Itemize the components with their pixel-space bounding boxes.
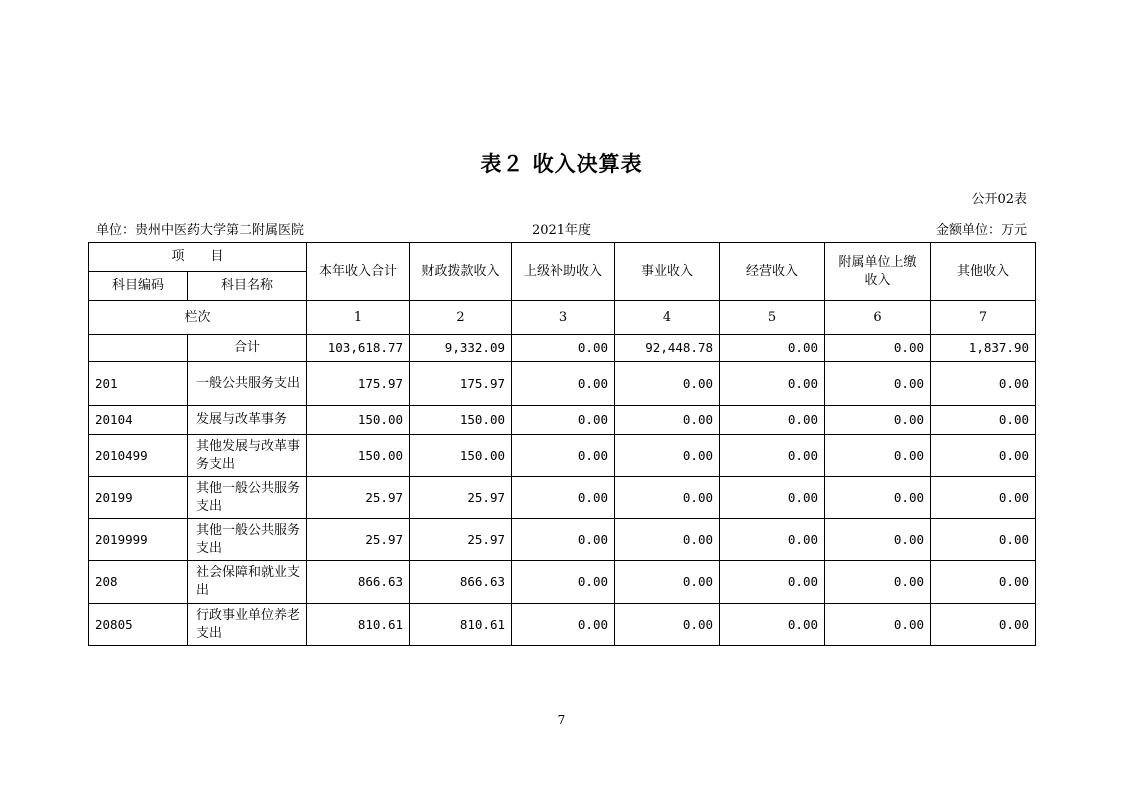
subject-name: 其他发展与改革事务支出: [188, 435, 307, 477]
column-index: 1: [307, 301, 410, 335]
amount-cell: 0.00: [512, 561, 615, 604]
amount-cell: 0.00: [615, 406, 720, 435]
amount-cell: 866.63: [307, 561, 410, 604]
amount-cell: 0.00: [825, 519, 931, 561]
total-value: 1,837.90: [931, 335, 1036, 362]
subject-name: 行政事业单位养老支出: [188, 604, 307, 646]
form-number: 公开02表: [971, 192, 1027, 207]
amount-cell: 0.00: [512, 362, 615, 406]
amount-cell: 150.00: [410, 435, 512, 477]
subject-code: 20199: [89, 477, 188, 519]
amount-cell: 0.00: [615, 435, 720, 477]
header-affiliated-income: 附属单位上缴收入: [825, 243, 931, 301]
header-total-income: 本年收入合计: [307, 243, 410, 301]
table-row: [89, 604, 1036, 646]
table-row: [89, 561, 1036, 604]
header-business-income: 事业收入: [615, 243, 720, 301]
amount-cell: 0.00: [825, 406, 931, 435]
total-value: 0.00: [720, 335, 825, 362]
header-row-1: [89, 243, 1036, 272]
amount-cell: 866.63: [410, 561, 512, 604]
subject-name: 其他一般公共服务支出: [188, 477, 307, 519]
column-index-row: [89, 301, 1036, 335]
amount-cell: 0.00: [931, 435, 1036, 477]
amount-cell: 0.00: [825, 561, 931, 604]
amount-cell: 0.00: [512, 604, 615, 646]
amount-cell: 0.00: [615, 561, 720, 604]
amount-cell: 0.00: [512, 477, 615, 519]
amount-cell: 150.00: [410, 406, 512, 435]
amount-cell: 150.00: [307, 406, 410, 435]
total-value: 0.00: [512, 335, 615, 362]
money-unit: 金额单位：万元: [935, 223, 1027, 238]
subject-name: 一般公共服务支出: [188, 362, 307, 406]
column-index: 2: [410, 301, 512, 335]
page-number: 7: [557, 713, 566, 727]
unit-name: 贵州中医药大学第二附属医院: [135, 223, 305, 238]
document-title: 表２ 收入决算表: [480, 152, 643, 176]
amount-cell: 0.00: [931, 406, 1036, 435]
subject-name: 其他一般公共服务支出: [188, 519, 307, 561]
header-operating-income: 经营收入: [720, 243, 825, 301]
amount-cell: 0.00: [615, 604, 720, 646]
fiscal-year: 2021年度: [531, 223, 592, 238]
income-table: [88, 242, 1036, 646]
table-row: [89, 435, 1036, 477]
header-upper-subsidy: 上级补助收入: [512, 243, 615, 301]
amount-cell: 0.00: [720, 604, 825, 646]
amount-cell: 0.00: [720, 477, 825, 519]
amount-cell: 0.00: [931, 604, 1036, 646]
amount-cell: 25.97: [307, 477, 410, 519]
total-value: 92,448.78: [615, 335, 720, 362]
amount-cell: 0.00: [720, 561, 825, 604]
total-row: [89, 335, 1036, 362]
subject-code: 20104: [89, 406, 188, 435]
amount-cell: 810.61: [410, 604, 512, 646]
amount-cell: 25.97: [410, 519, 512, 561]
amount-cell: 0.00: [512, 519, 615, 561]
amount-cell: 0.00: [615, 477, 720, 519]
table-row: [89, 406, 1036, 435]
total-label: 合计: [188, 335, 307, 362]
subject-name: 发展与改革事务: [188, 406, 307, 435]
amount-cell: 0.00: [720, 406, 825, 435]
amount-cell: 810.61: [307, 604, 410, 646]
total-code-cell: [89, 335, 188, 362]
table-row: [89, 362, 1036, 406]
amount-cell: 25.97: [307, 519, 410, 561]
total-value: 9,332.09: [410, 335, 512, 362]
column-index: 6: [825, 301, 931, 335]
amount-cell: 0.00: [825, 435, 931, 477]
header-fiscal-income: 财政拨款收入: [410, 243, 512, 301]
amount-cell: 0.00: [825, 477, 931, 519]
header-subject-name: 科目名称: [188, 272, 307, 301]
table-row: [89, 519, 1036, 561]
column-index: 5: [720, 301, 825, 335]
report-meta-row: [96, 219, 1027, 237]
column-index: 7: [931, 301, 1036, 335]
amount-cell: 0.00: [931, 362, 1036, 406]
column-index: 3: [512, 301, 615, 335]
amount-cell: 0.00: [931, 519, 1036, 561]
amount-cell: 175.97: [307, 362, 410, 406]
amount-cell: 0.00: [931, 561, 1036, 604]
subject-code: 201: [89, 362, 188, 406]
amount-cell: 150.00: [307, 435, 410, 477]
amount-cell: 0.00: [720, 519, 825, 561]
subject-code: 20805: [89, 604, 188, 646]
amount-cell: 0.00: [512, 435, 615, 477]
subject-name: 社会保障和就业支出: [188, 561, 307, 604]
amount-cell: 0.00: [615, 362, 720, 406]
amount-cell: 0.00: [720, 435, 825, 477]
amount-cell: 0.00: [512, 406, 615, 435]
header-other-income: 其他收入: [931, 243, 1036, 301]
amount-cell: 0.00: [615, 519, 720, 561]
data-rows: [89, 362, 1036, 646]
amount-cell: 0.00: [720, 362, 825, 406]
amount-cell: 0.00: [825, 362, 931, 406]
amount-cell: 25.97: [410, 477, 512, 519]
unit-label: 单位：: [96, 223, 136, 238]
amount-cell: 0.00: [931, 477, 1036, 519]
column-index: 4: [615, 301, 720, 335]
column-index-label: 栏次: [89, 301, 307, 335]
total-value: 103,618.77: [307, 335, 410, 362]
header-subject-code: 科目编码: [89, 272, 188, 301]
subject-code: 2010499: [89, 435, 188, 477]
total-value: 0.00: [825, 335, 931, 362]
table-row: [89, 477, 1036, 519]
subject-code: 2019999: [89, 519, 188, 561]
amount-cell: 0.00: [825, 604, 931, 646]
subject-code: 208: [89, 561, 188, 604]
header-item: 项 目: [89, 243, 307, 272]
amount-cell: 175.97: [410, 362, 512, 406]
